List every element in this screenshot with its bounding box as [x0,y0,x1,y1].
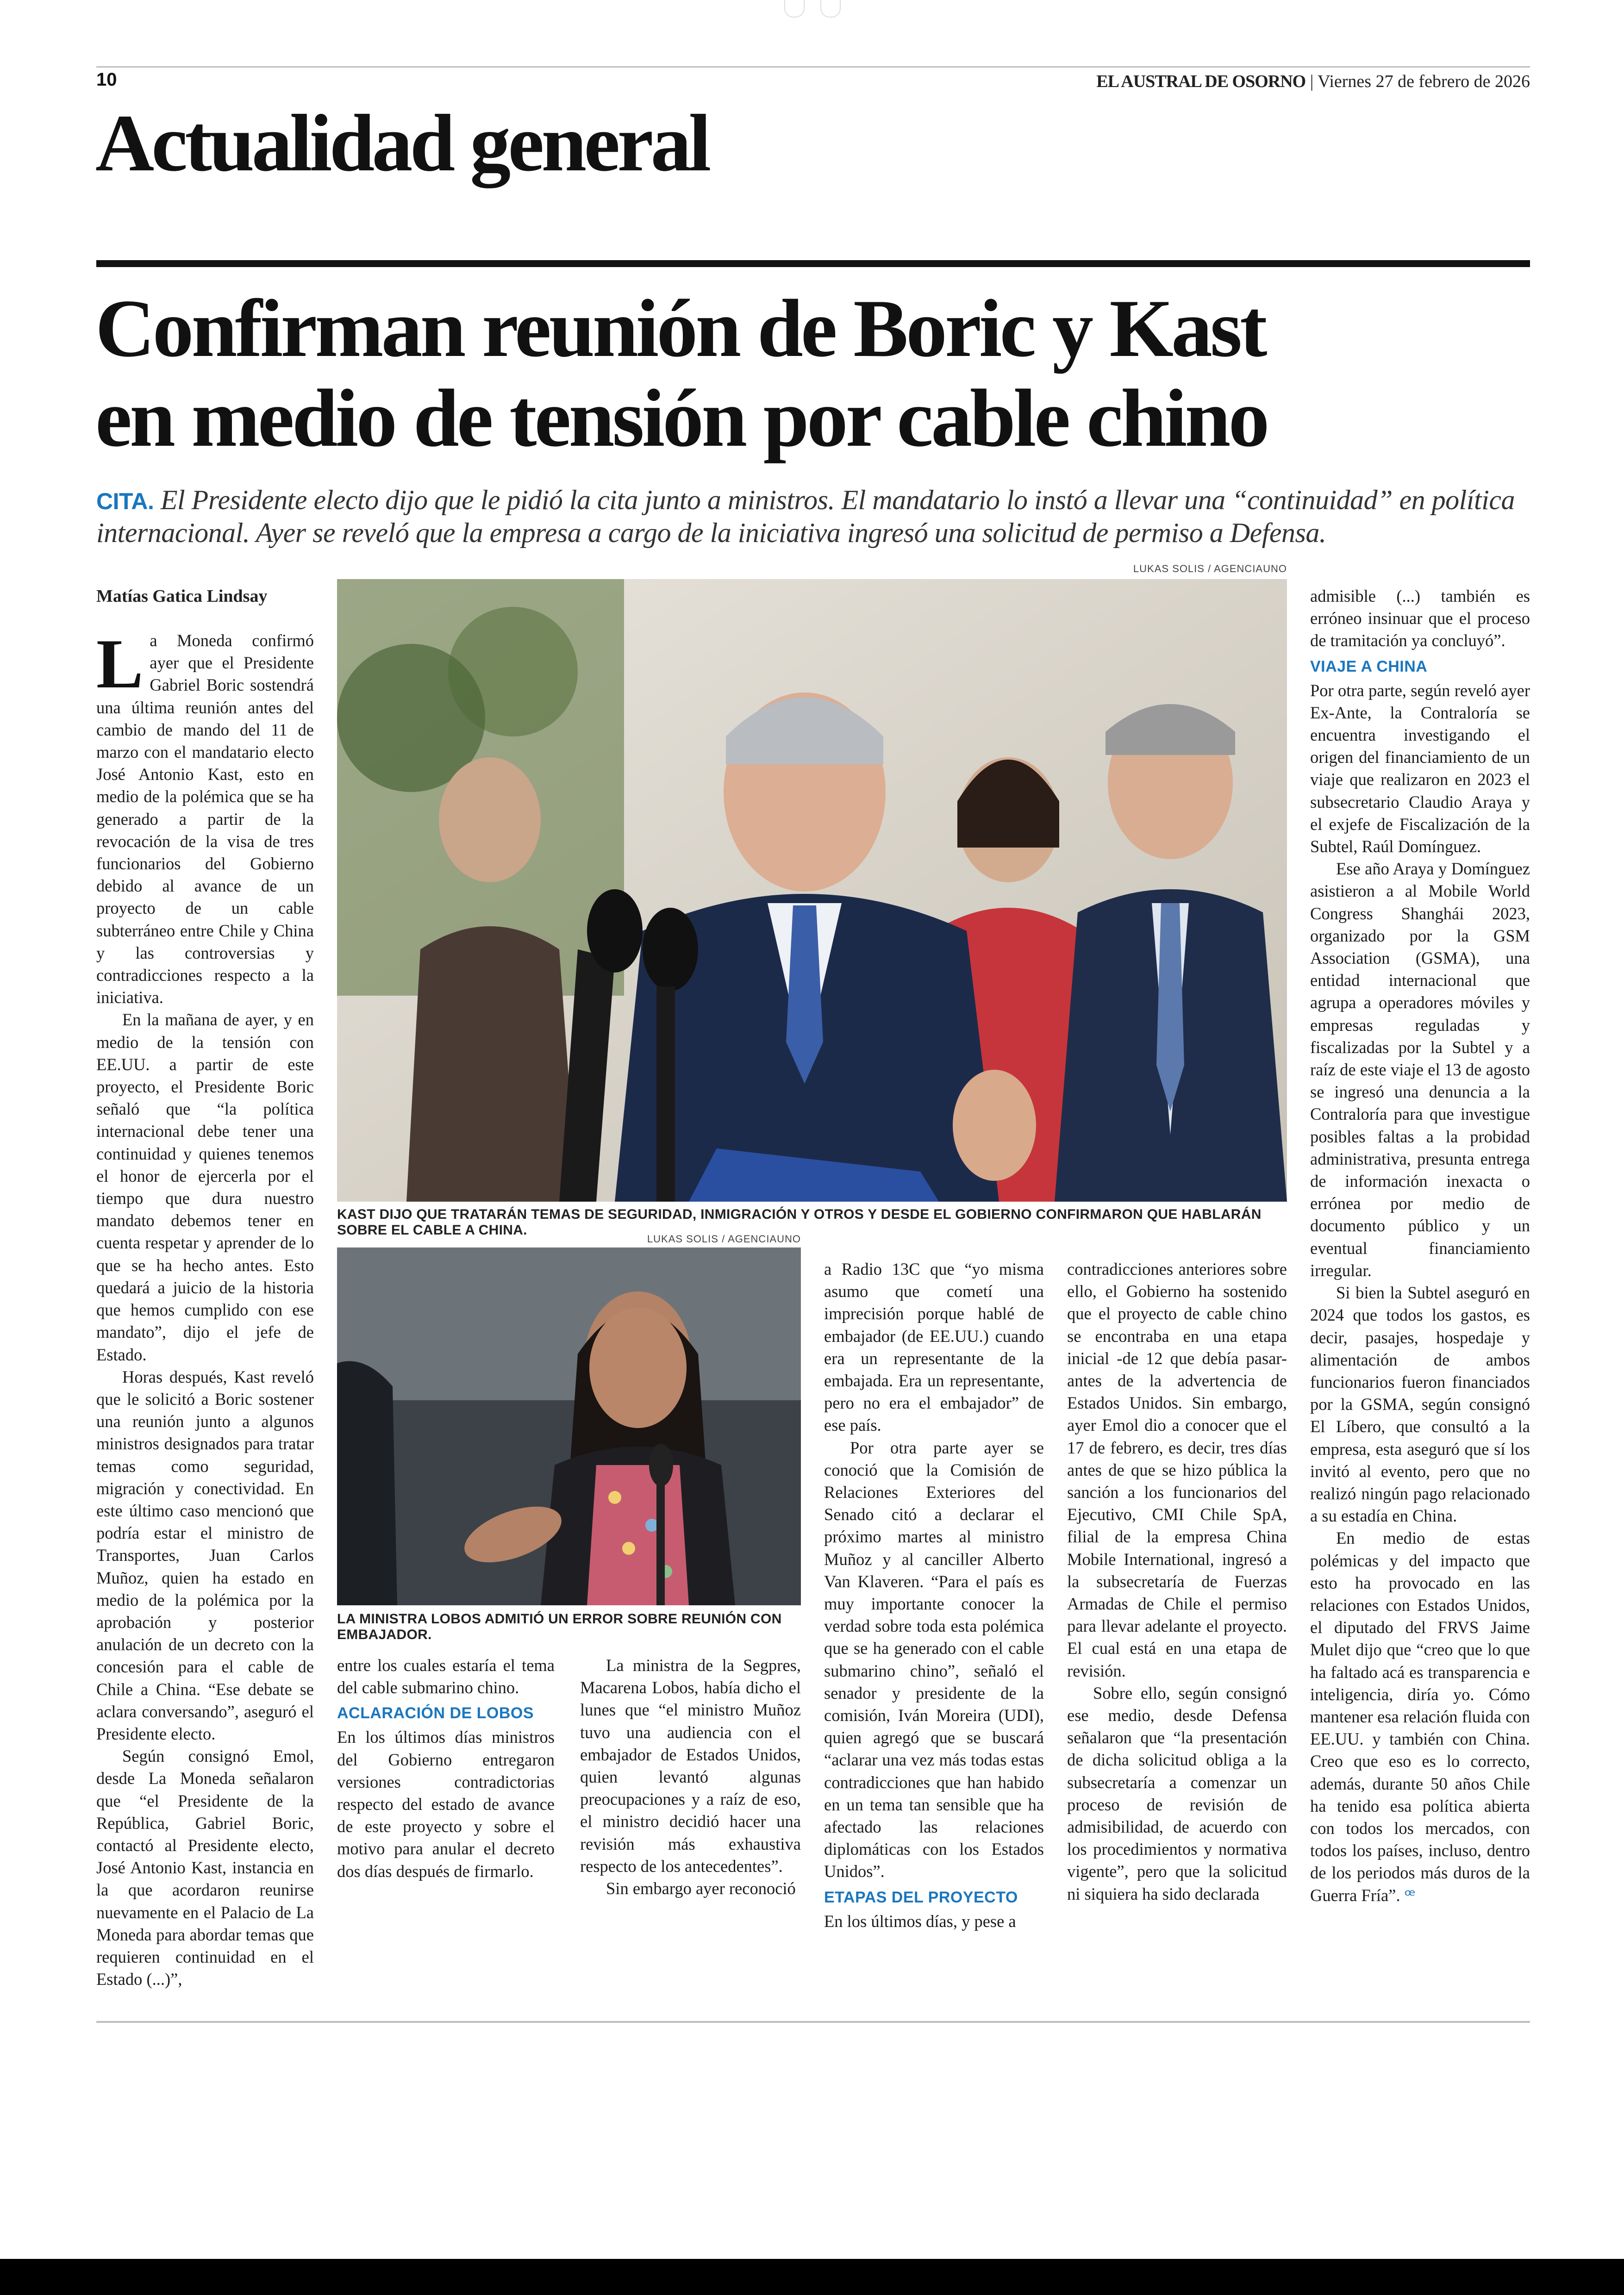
headline-line-1: Confirman reunión de Boric y Kast [95,282,1265,374]
article-column-4 [824,1258,1044,1933]
subheading: ETAPAS DEL PROYECTO [824,1888,1018,1906]
main-photo-caption: KAST DIJO QUE TRATARÁN TEMAS DE SEGURIDAD, INMIGRACIÓN Y OTROS Y DESDE EL GOBIERNO CONFIRMARON QUE HABLARÁN SOBRE EL CABLE A CHINA. [337,1207,1262,1238]
paragraph: Sin embargo ayer reconoció [606,1879,796,1898]
paragraph: admisible (...) también es erróneo insinuar que el proceso de tramitación ya concluyó”. [1310,586,1530,650]
paragraph: Si bien la Subtel aseguró en 2024 que todos los gastos, es decir, pasajes, hospedaje y alimentación de ambos funcionarios fueron financiados por la GSMA, según consignó El Líbero, que consultó a la empresa, esta aseguró que sí los invitó al evento, pero que no realizó ningún pago relacionado a su estadía en China. [1310,1283,1530,1526]
paragraph-text: En medio de estas polémicas y del impacto que esto ha provocado en las relaciones con Estados Unidos, el diputado del FRVS Jaime Mulet dijo que “creo que lo que ha faltado acá es transparencia e inteligencia, diría yo. Cómo mantener esa relación fluida con EE.UU. y también con China. Creo que eso es lo correcto, además, durante 50 años Chile ha tenido esa política abierta con todos los mercados, con todos los países, incluso, dentro de los periodos más duros de la Guerra Fría”. [1310,1528,1530,1905]
lead-paragraph [96,625,314,1009]
paragraph [1310,1527,1530,1906]
next-page-control[interactable] [820,0,841,18]
section-title: Actualidad general [95,98,709,188]
paragraph: Por otra parte, según reveló ayer Ex-Ante, la Contraloría se encuentra investigando el origen del financiamiento de un viaje que realizaron en 2023 el subsecretario Claudio Araya y el exjefe de Fiscalización de la Subtel, Raúl Domínguez. [1310,680,1530,856]
main-photo [337,579,1287,1202]
second-photo [337,1247,801,1605]
paragraph: contradicciones anteriores sobre ello, el Gobierno ha sostenido que el proyecto de cable chino se encontraba en una etapa inicial -de 12 que debía pasar- antes de la advertencia de Estados Unidos. Sin embargo, ayer Emol dio a conocer que el 17 de febrero, es decir, tres días antes de que se hizo pública la sanción a los funcionarios del Ejecutivo, CMI Chile SpA, filial de la empresa China Mobile International, ingresó a la subsecretaría de Fuerzas Armadas de Chile el permiso para llevar adelante el proyecto. El cual está en una etapa de revisión. [1067,1260,1287,1680]
section-rule [96,260,1530,267]
second-photo-credit: LUKAS SOLIS / AGENCIAUNO [647,1233,801,1245]
paragraph: a Radio 13C que “yo misma asumo que cometí una imprecisión porque hablé de embajador (de EE.UU.) cuando era un representante de la embajada. Era un representante, pero no era el embajador” de ese país. [824,1260,1044,1435]
newspaper-name: EL AUSTRAL DE OSORNO [1096,72,1306,91]
paragraph: Según consignó Emol, desde La Moneda señalaron que “el Presidente de la República, Gabriel Boric, contactó al Presidente electo, José Antonio Kast, instancia en la que acordaron reunirse nuevamente en el Palacio de La Moneda para abordar temas que requieren continuidad en el Estado (...)”, [96,1746,314,1989]
deck-text: El Presidente electo dijo que le pidió la cita junto a ministros. El mandatario lo instó a llevar una “continuidad” en política internacional. Ayer se reveló que la empresa a cargo de la iniciativa ingresó una solicitud de permiso a Defensa. [96,485,1515,548]
subheading: VIAJE A CHINA [1310,657,1428,675]
paragraph: En la mañana de ayer, y en medio de la tensión con EE.UU. a partir de este proyecto, el Presidente Boric señaló que “la política internacional debe tener una continuidad y quienes tenemos el honor de ejercerla por el tiempo que dura nuestro mandato debemos tener en cuenta respetar y aprender de lo que se ha hecho antes. Esto quedará a juicio de la historia que hemos cumplido con ese mandato”, dijo el jefe de Estado. [96,1010,314,1364]
paragraph: En los últimos días, y pese a [824,1911,1016,1931]
paragraph-text: a Moneda confirmó ayer que el Presidente Gabriel Boric sostendrá una última reunión antes del cambio de mando del 11 de marzo con el mandatario electo José Antonio Kast, esto en medio de la polémica que se ha generado a partir de la revocación de la visa de tres funcionarios del Gobierno debido al avance de un proyecto de un cable subterráneo entre Chile y China y las controversias y contradicciones respecto a la iniciativa. [96,631,314,1007]
byline: Matías Gatica Lindsay [96,586,268,606]
deck-keyword: CITA. [96,488,154,514]
headline-line-2: en medio de tensión por cable chino [95,372,1268,464]
top-rule [96,66,1530,68]
prev-page-control[interactable] [784,0,805,18]
article-column-5 [1067,1258,1287,1905]
paragraph: entre los cuales estaría el tema del cable submarino chino. [337,1656,555,1697]
paragraph: Ese año Araya y Domínguez asistieron a al Mobile World Congress Shanghái 2023, organizado por la GSM Association (GSMA), una entidad internacional que agrupa a operadores móviles y empresas reguladas y fiscalizadas por la Subtel y a raíz de este viaje el 13 de agosto se ingresó una denuncia a la Contraloría para que investigue posibles faltas a la probidad administrativa, presunta entrega de información inexacta o errónea por medio de documento público y un eventual financiamiento irregular. [1310,859,1530,1280]
bottom-rule [96,2021,1530,2023]
deck [96,484,1531,549]
subheading: ACLARACIÓN DE LOBOS [337,1704,534,1722]
article-column-3 [580,1654,801,1900]
article-column-1 [96,625,314,1990]
minister-speaking-image [337,1247,801,1605]
viewer-footer-bar [0,2259,1624,2295]
press-conference-image [337,579,1287,1202]
second-photo-caption: LA MINISTRA LOBOS ADMITIÓ UN ERROR SOBRE REUNIÓN CON EMBAJADOR. [337,1611,782,1642]
paragraph: En los últimos días ministros del Gobierno entregaron versiones contradictorias respecto del estado de avance de este proyecto y sobre el motivo para anular el decreto dos días después de firmarlo. [337,1727,555,1881]
end-mark-icon: ꟹ [1404,1885,1416,1905]
article-column-2 [337,1654,555,1883]
article-column-6 [1310,585,1530,1907]
masthead [1096,71,1530,92]
main-photo-credit: LUKAS SOLIS / AGENCIAUNO [1133,563,1287,574]
paragraph: La ministra de la Segpres, Macarena Lobos, había dicho el lunes que “el ministro Muñoz tuvo una audiencia con el embajador de Estados Unidos, quien levantó algunas preocupaciones y a raíz de eso, el ministro decidió hacer una revisión más exhaustiva respecto de los antecedentes”. [580,1656,801,1876]
headline [95,283,1535,463]
drop-cap: L [96,625,144,703]
paragraph: Por otra parte ayer se conoció que la Comisión de Relaciones Exteriores del Senado citó a declarar el próximo martes al ministro Muñoz y al canciller Alberto Van Klaveren. “Para el país es muy importante conocer la verdad sobre toda esta polémica que se ha generado con el cable submarino chino”, señaló el senador y presidente de la comisión, Iván Moreira (UDI), quien agregó que se buscará “aclarar una vez más todas estas contradicciones que han habido en un tema tan sensible que ha afectado las relaciones diplomáticas con los Estados Unidos”. [824,1438,1044,1881]
page-number: 10 [96,69,117,90]
issue-date: | Viernes 27 de febrero de 2026 [1310,72,1530,91]
paragraph: Sobre ello, según consignó ese medio, desde Defensa señalaron que “la presentación de dicha solicitud obliga a la subsecretaría a comenzar un proceso de revisión de admisibilidad, de acuerdo con los procedimientos y normativa vigente”, pero que la solicitud ni siquiera ha sido declarada [1067,1683,1287,1903]
paragraph: Horas después, Kast reveló que le solicitó a Boric sostener una reunión junto a algunos ministros designados para tratar temas como seguridad, migración y conectividad. En este último caso mencionó que podría estar el ministro de Transportes, Juan Carlos Muñoz, quien ha estado en medio de la polémica por la aprobación y posterior anulación de un decreto con la concesión para el cable de Chile a China. “Ese debate se aclara conversando”, aseguró el Presidente electo. [96,1367,314,1743]
